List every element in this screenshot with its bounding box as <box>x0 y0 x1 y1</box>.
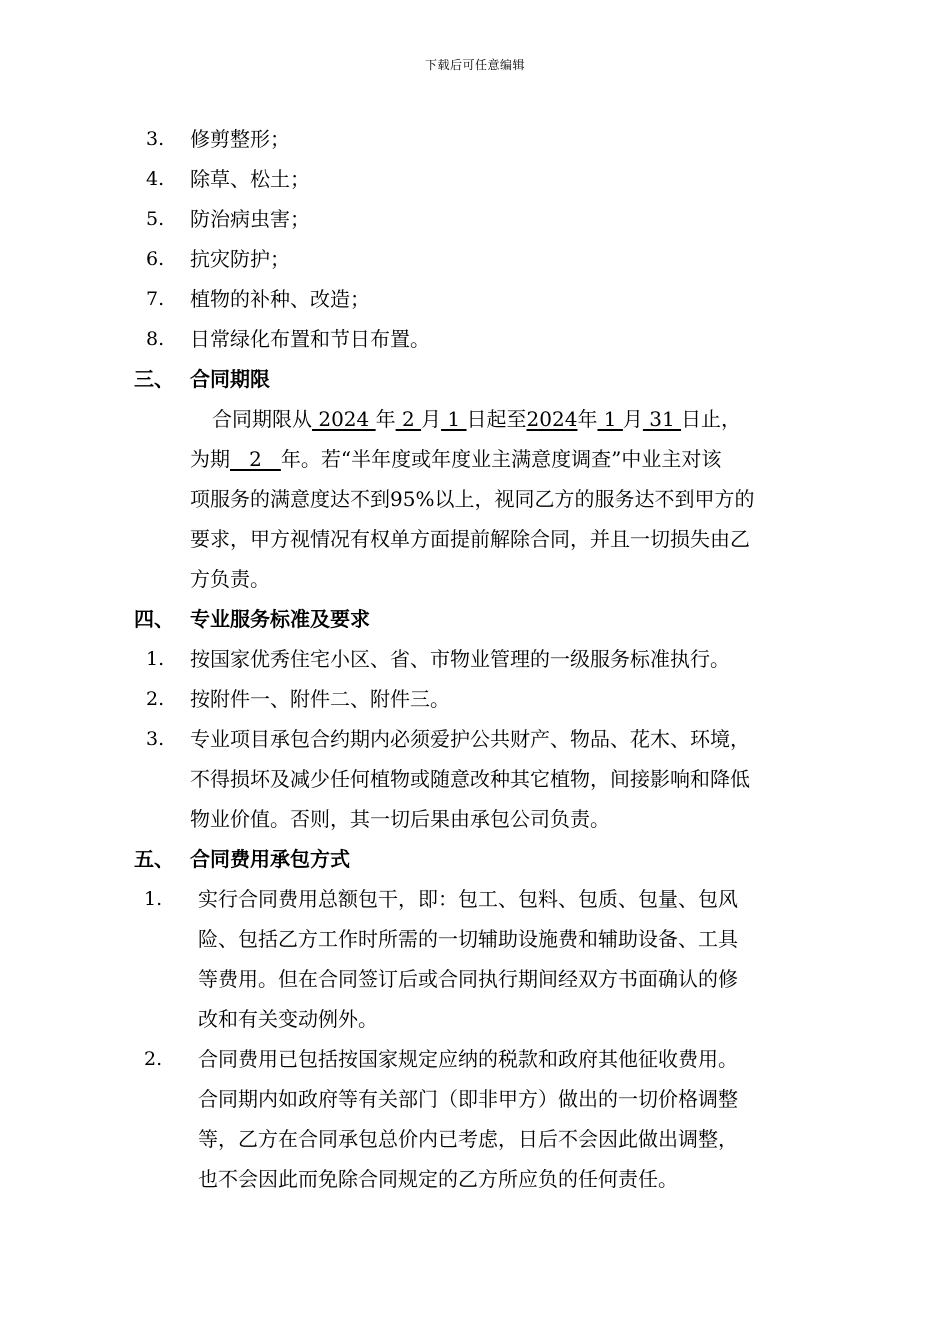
start-year-field: 2024 <box>312 407 376 431</box>
text-segment: 年 <box>375 407 396 431</box>
period-line-3: 项服务的满意度达不到95%以上，视同乙方的服务达不到甲方的 <box>190 487 755 511</box>
list-item-text: 险、包括乙方工作时所需的一切辅助设施费和辅助设备、工具 <box>198 927 738 951</box>
text-segment: 合同期限从 <box>212 407 312 431</box>
list-item-number: 4. <box>146 168 165 190</box>
period-line-1 <box>212 407 741 431</box>
text-segment: 年 <box>577 407 598 431</box>
section-title: 专业服务标准及要求 <box>190 607 370 631</box>
list-item-text: 也不会因此而免除合同规定的乙方所应负的任何责任。 <box>198 1167 678 1191</box>
period-line-4: 要求，甲方视情况有权单方面提前解除合同，并且一切损失由乙 <box>190 527 750 551</box>
list-item-number: 3. <box>146 128 165 150</box>
list-item-text: 除草、松土； <box>190 167 310 191</box>
text-segment: 为期 <box>190 447 230 471</box>
text-segment: 日止， <box>681 407 742 431</box>
list-item-text: 抗灾防护； <box>190 247 290 271</box>
section-number: 三、 <box>134 367 174 391</box>
end-day-field: 31 <box>642 407 682 431</box>
end-year-field: 2024 <box>526 407 578 431</box>
list-item-text: 实行合同费用总额包干，即：包工、包料、包质、包量、包风 <box>198 887 738 911</box>
list-item-text: 改和有关变动例外。 <box>198 1007 378 1031</box>
text-segment: 月 <box>622 407 643 431</box>
list-item-text: 日常绿化布置和节日布置。 <box>190 327 430 351</box>
list-item-number: 8. <box>146 328 165 350</box>
list-item-text: 防治病虫害； <box>190 207 310 231</box>
list-item-text: 修剪整形； <box>190 127 290 151</box>
list-item-number: 3. <box>146 728 165 750</box>
list-item-number: 6. <box>146 248 165 270</box>
list-item-text: 物业价值。否则，其一切后果由承包公司负责。 <box>190 807 610 831</box>
list-item-number: 7. <box>146 288 165 310</box>
list-item-number: 5. <box>146 208 165 230</box>
end-month-field: 1 <box>597 407 623 431</box>
list-item-number: 2. <box>146 688 165 710</box>
section-title: 合同期限 <box>190 367 270 391</box>
list-item-text: 植物的补种、改造； <box>190 287 370 311</box>
text-segment: 年。若“半年度或年度业主满意度调查”中业主对该 <box>280 447 722 471</box>
list-item-text: 按附件一、附件二、附件三。 <box>190 687 450 711</box>
list-item-number: 1. <box>146 648 165 670</box>
period-line-5: 方负责。 <box>190 567 270 591</box>
start-month-field: 2 <box>395 407 422 431</box>
page-header: 下载后可任意编辑 <box>424 58 525 72</box>
list-item-text: 按国家优秀住宅小区、省、市物业管理的一级服务标准执行。 <box>190 647 730 671</box>
list-item-text: 等费用。但在合同签订后或合同执行期间经双方书面确认的修 <box>198 967 738 991</box>
section-title: 合同费用承包方式 <box>190 847 350 871</box>
list-item-number: 1. <box>144 888 163 910</box>
list-item-text: 不得损坏及减少任何植物或随意改种其它植物，间接影响和降低 <box>190 767 750 791</box>
list-item-text: 专业项目承包合约期内必须爱护公共财产、物品、花木、环境， <box>190 727 750 751</box>
start-day-field: 1 <box>441 407 467 431</box>
list-item-text: 等，乙方在合同承包总价内已考虑，日后不会因此做出调整， <box>198 1127 738 1151</box>
section-number: 四、 <box>134 607 174 631</box>
duration-years-field: 2 <box>230 447 281 471</box>
period-line-2 <box>190 447 721 471</box>
section-number: 五、 <box>134 847 174 871</box>
text-segment: 日起至 <box>466 407 527 431</box>
list-item-text: 合同期内如政府等有关部门（即非甲方）做出的一切价格调整 <box>198 1087 738 1111</box>
list-item-number: 2. <box>144 1048 163 1070</box>
text-segment: 月 <box>421 407 442 431</box>
list-item-text: 合同费用已包括按国家规定应纳的税款和政府其他征收费用。 <box>198 1047 738 1071</box>
